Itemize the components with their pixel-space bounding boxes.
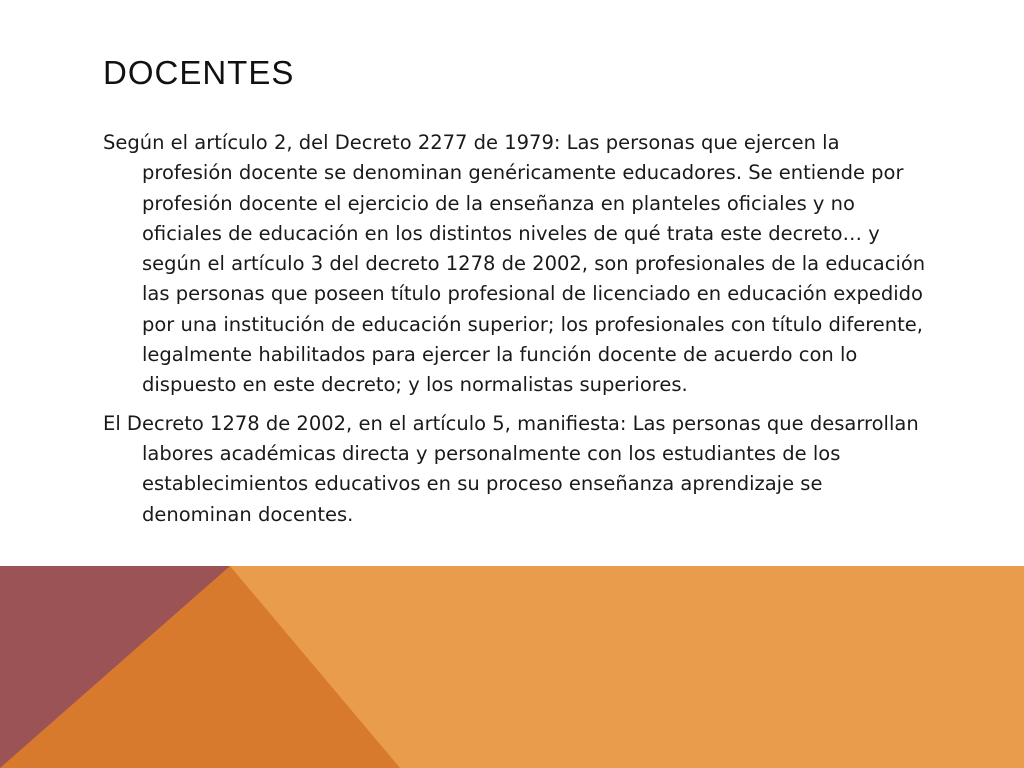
slide-title: DOCENTES (103, 54, 295, 91)
decorative-footer-shapes (0, 566, 1024, 768)
slide-body (103, 128, 933, 538)
paragraph-decreto-1278: El Decreto 1278 de 2002, en el artículo 5, manifiesta: Las personas que desarrollan labores académicas directa y personalmente con los estudiantes de los establecimientos educativos en su proceso enseñanza aprendizaje se denominan docentes. (103, 411, 919, 526)
paragraph-decreto-2277: Según el artículo 2, del Decreto 2277 de 1979: Las personas que ejercen la profesión docente se denominan genéricamente educadores. Se entiende por profesión docente el ejercicio de la enseñanza en planteles oficiales y no oficiales de educación en los distintos niveles de qué trata este decreto… y según el artículo 3 del decreto 1278 de 2002, son profesionales de la educación las personas que poseen título profesional de licenciado en educación expedido por una institución de educación superior; los profesionales con título diferente, legalmente habilitados para ejercer la función docente de acuerdo con lo dispuesto en este decreto; y los normalistas superiores. (103, 131, 926, 397)
